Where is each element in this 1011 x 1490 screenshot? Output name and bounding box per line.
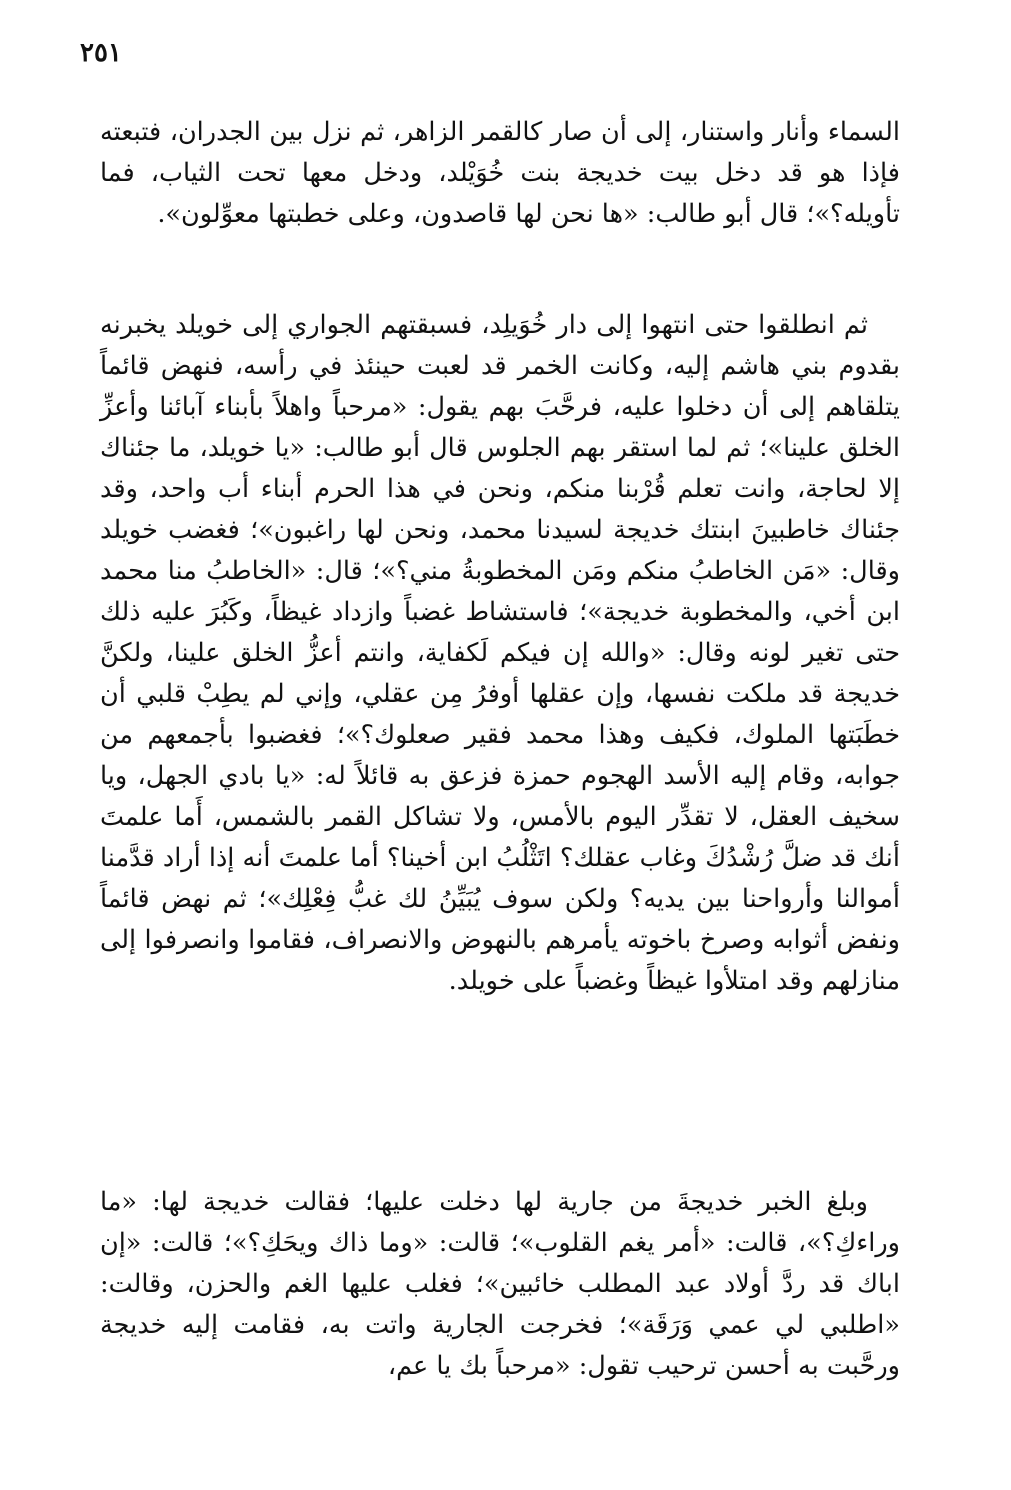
paragraph-3: وبلغ الخبر خديجةَ من جارية لها دخلت عليها؛ فقالت خديجة لها: «ما وراءكِ؟»، قالت: «أمر يغم القلوب»؛ قالت: «وما ذاك ويحَكِ؟»؛ قالت: «إن اباك قد ردَّ أولاد عبد المطلب خائبين»؛ فغلب عليها الغم والحزن، وقالت: «اطلبي لي عمي وَرَقَة»؛ فخرجت الجارية واتت به، فقامت إليه خديجة ورحَّبت به أحسن ترحيب تقول: «مرحباً بك يا عم، xyxy=(100,1187,900,1381)
page-number: ٢٥١ xyxy=(80,38,122,68)
paragraph-2: ثم انطلقوا حتى انتهوا إلى دار خُوَيلِد، فسبقتهم الجواري إلى خويلد يخبرنه بقدوم بني هاشم إليه، وكانت الخمر قد لعبت حينئذ في رأسه، فنهض قائماً يتلقاهم إلى أن دخلوا عليه، فرحَّبَ بهم يقول: «مرحباً واهلاً بأبناء آبائنا وأعزِّ الخلق علينا»؛ ثم لما استقر بهم الجلوس قال أبو طالب: «يا خويلد، ما جئناك إلا لحاجة، وانت تعلم قُرْبنا منكم، ونحن في هذا الحرم أبناء أب واحد، وقد جئناك خاطبينَ ابنتك خديجة لسيدنا محمد، ونحن لها راغبون»؛ فغضب خويلد وقال: «مَن الخاطبُ منكم ومَن المخطوبةُ مني؟»؛ قال: «الخاطبُ منا محمد ابن أخي، والمخطوبة خديجة»؛ فاستشاط غضباً وازداد غيظاً، وكَبُرَ عليه ذلك حتى تغير لونه وقال: «والله إن فيكم لَكفاية، وانتم أعزُّ الخلق علينا، ولكنَّ خديجة قد ملكت نفسها، وإن عقلها أوفرُ مِن عقلي، وإني لم يطِبْ قلبي أن خطَبَتها الملوك، فكيف وهذا محمد فقير صعلوك؟»؛ فغضبوا بأجمعهم من جوابه، وقام إليه الأسد الهجوم حمزة فزعق به قائلاً له: «يا بادي الجهل، ويا سخيف العقل، لا تقدِّر اليوم بالأمس، ولا تشاكل القمر بالشمس، أَما علمتَ أنك قد ضلَّ رُشْدُكَ وغاب عقلك؟ اتَثْلُبُ ابن أخينا؟ أما علمتَ أنه إذا أراد قدَّمنا أموالنا وأرواحنا بين يديه؟ ولكن سوف يُبَيِّنُ لك غبُّ فِعْلِك»؛ ثم نهض قائماً ونفض أثوابه وصرخ باخوته يأمرهم بالنهوض والانصراف، فقاموا وانصرفوا إلى منازلهم وقد امتلأوا غيظاً وغضباً على خويلد. xyxy=(100,310,900,996)
paragraph-1: السماء وأنار واستنار، إلى أن صار كالقمر الزاهر، ثم نزل بين الجدران، فتبعته فإذا هو قد دخل بيت خديجة بنت خُوَيْلد، ودخل معها تحت الثياب، فما تأويله؟»؛ قال أبو طالب: «ها نحن لها قاصدون، وعلى خطبتها معوِّلون». xyxy=(100,117,900,229)
